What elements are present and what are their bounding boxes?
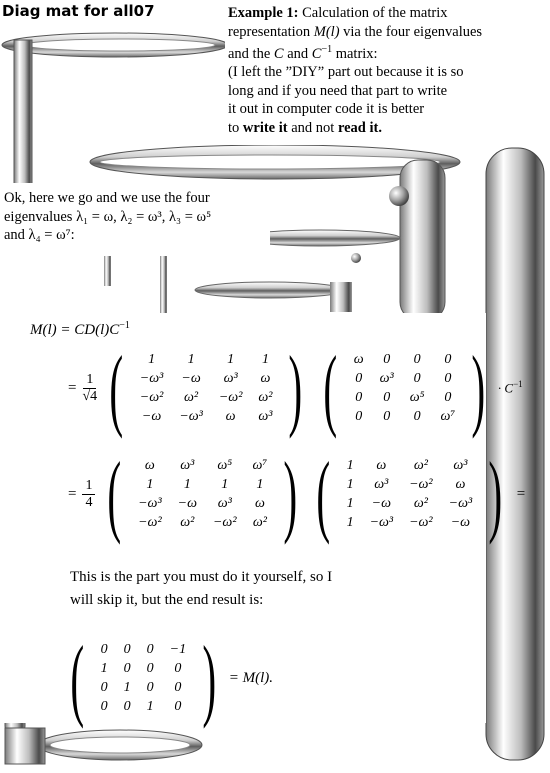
- example-line: and: [283, 45, 312, 62]
- matrix-cell: ω: [254, 495, 265, 511]
- paren-left: (: [323, 337, 338, 439]
- matrix-cell: 0: [174, 679, 182, 695]
- matrix-row: [130, 456, 275, 475]
- example-line: Calculation of the matrix: [302, 5, 448, 21]
- matrix-cell: 0: [355, 370, 363, 386]
- matrix-cell: 0: [123, 660, 131, 676]
- matrix-cell: ω²: [258, 389, 273, 405]
- diy-text: [70, 566, 332, 612]
- matrix-row: [346, 388, 464, 407]
- paren-right: ): [283, 443, 298, 545]
- matrix-row: [130, 513, 275, 532]
- matrix-d: [346, 350, 464, 426]
- matrix-cell: 1: [146, 698, 154, 714]
- matrix-cell: 0: [146, 641, 154, 657]
- matrix-cell: 1: [148, 351, 156, 367]
- example-label: Example 1:: [228, 5, 299, 21]
- matrix-cell: −ω²: [138, 514, 162, 530]
- matrix-cell: −ω²: [409, 476, 433, 492]
- math-exponent: −1: [513, 379, 523, 390]
- matrix-cell: ω²: [413, 495, 428, 511]
- matrix-cell: −ω³: [138, 495, 162, 511]
- matrix-cell: −ω²: [212, 514, 237, 530]
- paren-right: ): [202, 627, 217, 729]
- matrix-row: [346, 407, 464, 426]
- emphasis-read-it: read it.: [337, 119, 382, 136]
- equation-row-1: [68, 337, 523, 439]
- matrix-row: [339, 513, 481, 532]
- matrix-cell: 0: [383, 351, 391, 367]
- matrix-cell: 1: [346, 514, 354, 530]
- matrix-row: [93, 678, 194, 697]
- matrix-cell: 1: [183, 476, 191, 492]
- math-exponent: −1: [321, 44, 333, 55]
- matrix-cell: −ω³: [139, 370, 164, 386]
- matrix-cell: 1: [221, 476, 229, 492]
- matrix-cell: −ω: [450, 514, 471, 530]
- emphasis-write-it: write it: [242, 119, 288, 136]
- example-line: it out in computer code it is better: [228, 101, 425, 118]
- matrix-row: [93, 640, 194, 659]
- paren-left: (: [70, 627, 85, 729]
- diy-line: This is the part you must do it yourself, so I: [70, 569, 333, 585]
- matrix-row: [339, 456, 481, 475]
- paren-right: ): [288, 337, 303, 439]
- matrix-cell: ω³: [379, 370, 394, 386]
- intro-line: eigenvalues λ₁ = ω, λ₂ = ω³, λ₃ = ω⁵: [4, 208, 212, 225]
- matrix-cell: ω²: [413, 457, 428, 473]
- matrix-cell: 0: [123, 698, 131, 714]
- pillar-right-inner: [400, 160, 445, 320]
- fraction-numerator: 1: [83, 372, 96, 389]
- matrix-cell: ω: [225, 408, 236, 424]
- matrix-cell: 1: [100, 660, 108, 676]
- paren-left: (: [107, 443, 122, 545]
- matrix-cell: −1: [169, 641, 187, 657]
- matrix-a: [132, 350, 281, 426]
- matrix-cell: 1: [146, 476, 154, 492]
- matrix-cell: ω: [353, 351, 364, 367]
- matrix-cell: 0: [413, 408, 421, 424]
- matrix-cell: −ω: [181, 370, 201, 386]
- matrix-cell: 0: [444, 370, 452, 386]
- matrix-row: [130, 475, 275, 494]
- example-line: and not: [287, 119, 338, 136]
- matrix-cell: −ω: [371, 495, 391, 511]
- matrix-row: [132, 407, 281, 426]
- matrix-cell: 0: [146, 679, 154, 695]
- page-title: Diag mat for all07: [2, 2, 155, 20]
- matrix-cell: ω⁵: [409, 389, 425, 405]
- matrix-row: [130, 494, 275, 513]
- matrix-row: [132, 369, 281, 388]
- fraction-denominator: √4: [82, 388, 98, 404]
- matrix-row: [93, 697, 194, 716]
- diy-line: will skip it, but the end result is:: [70, 592, 264, 608]
- matrix-cell: ω⁷: [440, 408, 456, 424]
- paren-right: ): [488, 443, 503, 545]
- sphere-small: [351, 253, 361, 263]
- equals-sign: =: [516, 485, 526, 502]
- paren-right: ): [471, 337, 486, 439]
- matrix-cell: 0: [174, 698, 182, 714]
- matrix-cell: ω: [376, 457, 387, 473]
- matrix-cell: ω³: [453, 457, 468, 473]
- intro-line: Ok, here we go and we use the four: [4, 190, 210, 206]
- matrix-cell: 1: [187, 351, 195, 367]
- matrix-cell: ω: [144, 457, 155, 473]
- matrix-cell: 1: [346, 495, 354, 511]
- matrix-cell: ω³: [374, 476, 389, 492]
- matrix-cell: 0: [355, 408, 363, 424]
- example-line: (I left the ”DIY” part out because it is so: [228, 64, 464, 81]
- matrix-cell: ω²: [180, 514, 195, 530]
- matrix-cell: 0: [383, 389, 391, 405]
- matrix-cell: 0: [444, 389, 452, 405]
- fraction-1-over-sqrt4: [82, 372, 97, 405]
- equation-lhs-text: M(l) = CD(l)C: [30, 322, 120, 338]
- matrix-cell: 0: [100, 641, 108, 657]
- matrix-cell: 1: [227, 351, 235, 367]
- example-line: and the: [228, 45, 274, 62]
- paren-left: (: [109, 337, 124, 439]
- matrix-cell: 1: [261, 351, 269, 367]
- matrix-cell: 1: [346, 476, 354, 492]
- matrix-row: [93, 659, 194, 678]
- matrix-cell: 0: [123, 641, 131, 657]
- matrix-cell: −ω³: [448, 495, 473, 511]
- matrix-cell: −ω: [177, 495, 197, 511]
- matrix-cell: −ω³: [179, 408, 203, 424]
- matrix-cell: ω²: [252, 514, 267, 530]
- matrix-row: [132, 388, 281, 407]
- fraction-denominator: 4: [85, 494, 93, 510]
- math-C: C: [273, 45, 284, 62]
- example-line: to: [228, 119, 243, 136]
- matrix-cell: 0: [444, 351, 452, 367]
- matrix-cell: ω: [260, 370, 271, 386]
- matrix-row: [132, 350, 281, 369]
- matrix-row: [339, 494, 481, 513]
- matrix-cell: ω⁷: [252, 457, 268, 473]
- example-line: long and if you need that part to write: [228, 82, 448, 99]
- fraction-1-over-4: [82, 478, 95, 511]
- times-c-inverse: · C: [497, 380, 514, 396]
- matrix-cell: ω³: [180, 457, 195, 473]
- matrix-cell: 1: [256, 476, 264, 492]
- matrix-cell: 0: [383, 408, 391, 424]
- equals-sign: =: [68, 485, 77, 502]
- matrix-cell: 1: [346, 457, 354, 473]
- fraction-numerator: 1: [82, 478, 95, 495]
- matrix-cell: ω: [455, 476, 466, 492]
- matrix-cell: 0: [100, 679, 108, 695]
- matrix-cell: 0: [413, 351, 421, 367]
- matrix-cell: 1: [123, 679, 131, 695]
- example-line: via the four eigenvalues: [339, 23, 483, 40]
- matrix-cell: ω⁵: [217, 457, 233, 473]
- intro-line: and λ₄ = ω⁷:: [4, 227, 75, 243]
- equation-row-2: [68, 443, 526, 545]
- matrix-cell: ω³: [217, 495, 232, 511]
- matrix-cell: ω²: [184, 389, 199, 405]
- matrix-row: [346, 350, 464, 369]
- math-C-inv: C: [311, 45, 322, 62]
- result-rhs: = M(l).: [228, 669, 274, 686]
- example-line: matrix:: [332, 45, 378, 62]
- matrix-cell: −ω²: [409, 514, 433, 530]
- matrix-cell: 0: [355, 389, 363, 405]
- matrix-row: [346, 369, 464, 388]
- matrix-cell: 0: [100, 698, 108, 714]
- matrix-cell: 0: [146, 660, 154, 676]
- result-equation: [62, 627, 274, 729]
- example-text: [228, 4, 546, 137]
- matrix-cell: −ω³: [369, 514, 394, 530]
- matrix-cell: −ω²: [218, 389, 243, 405]
- matrix-cell: −ω: [141, 408, 162, 424]
- equals-sign: =: [68, 379, 77, 396]
- intro-text: [4, 189, 269, 245]
- matrix-cell: 0: [413, 370, 421, 386]
- math-exponent: −1: [119, 320, 130, 331]
- example-line: representation: [228, 23, 314, 40]
- matrix-cell: −ω²: [139, 389, 164, 405]
- matrix-row: [339, 475, 481, 494]
- matrix-result: [93, 640, 194, 716]
- paren-left: (: [316, 443, 331, 545]
- matrix-cell: ω³: [258, 408, 273, 424]
- sphere-large: [389, 186, 409, 206]
- math-M: M(l): [313, 23, 340, 40]
- matrix-cell: ω³: [223, 370, 238, 386]
- matrix-cell: 0: [174, 660, 182, 676]
- matrix-c: [339, 456, 481, 532]
- matrix-b: [130, 456, 275, 532]
